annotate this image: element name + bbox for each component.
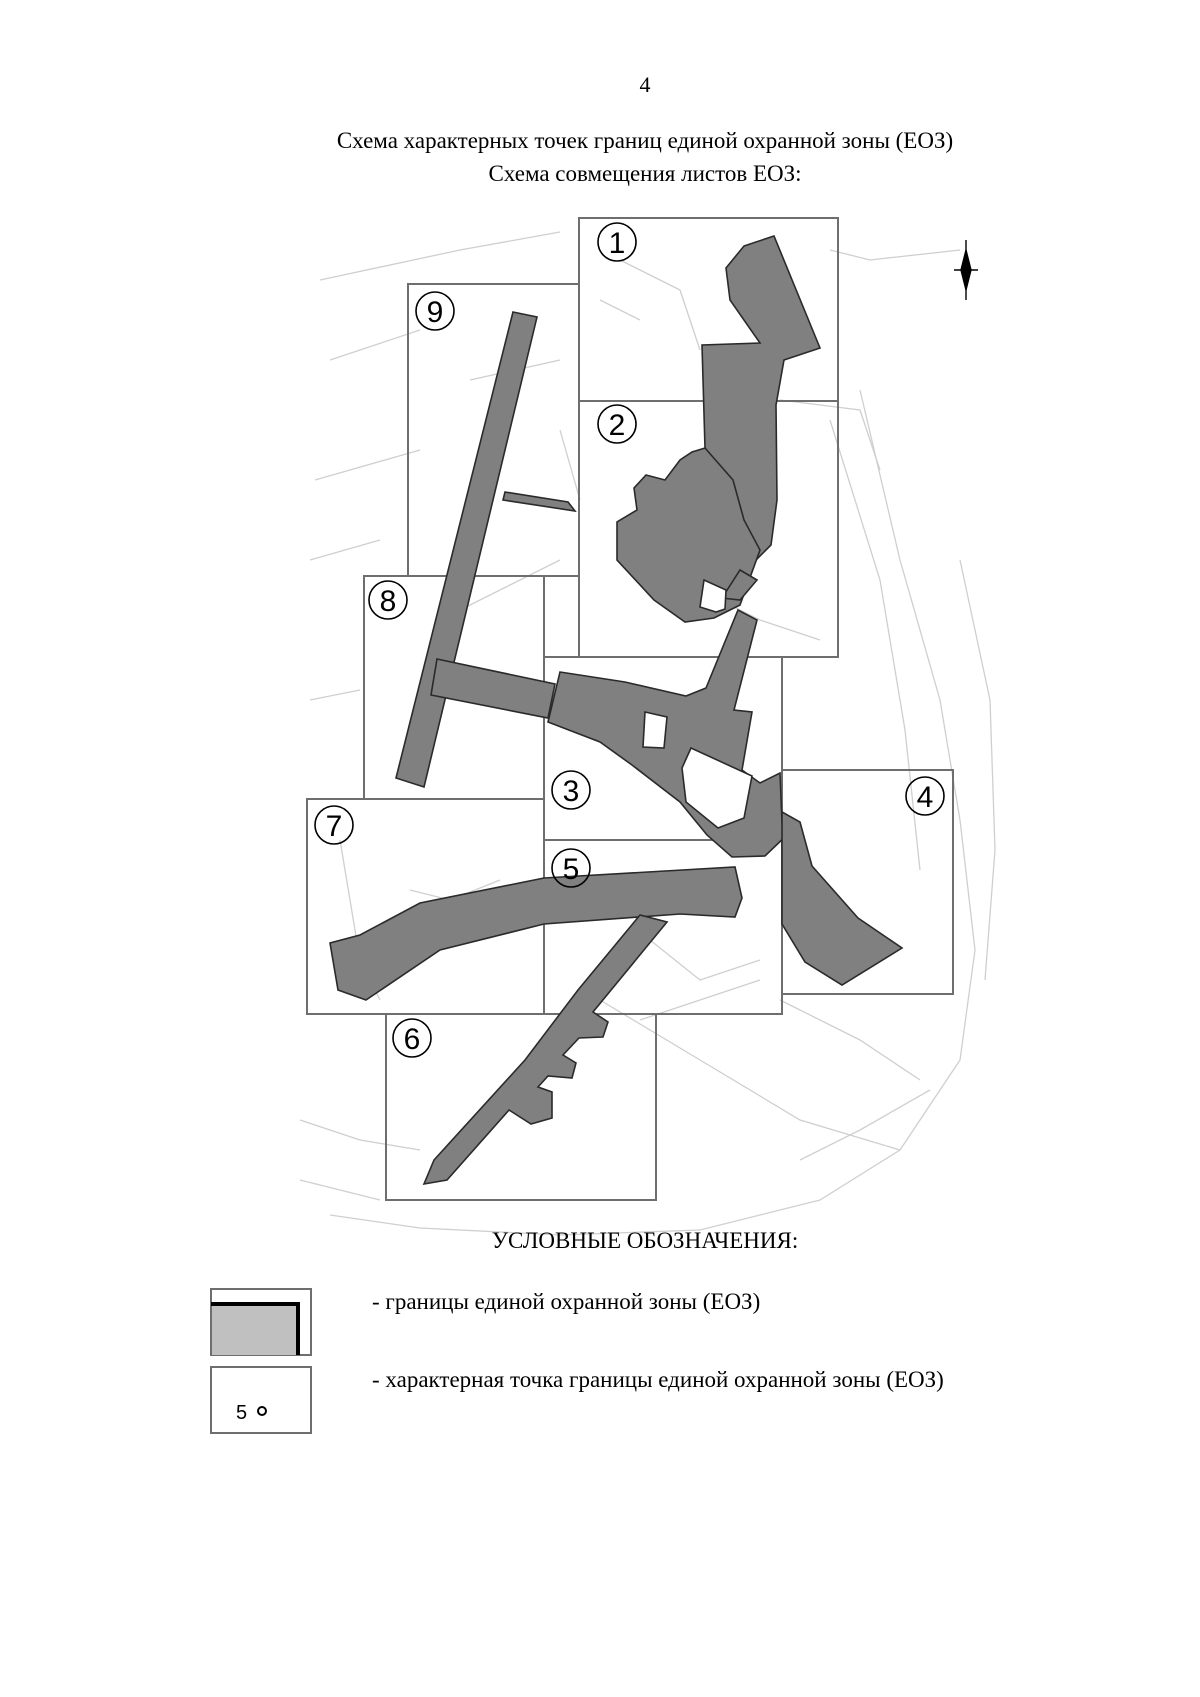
svg-text:8: 8 [379, 585, 397, 618]
svg-text:3: 3 [562, 775, 580, 808]
svg-text:5: 5 [236, 1402, 248, 1424]
legend-item-point-text: - характерная точка границы единой охранной зоны (ЕОЗ) [372, 1367, 944, 1392]
sheet-label-3 [552, 771, 590, 809]
legend-item-zone-text: - границы единой охранной зоны (ЕОЗ) [372, 1289, 761, 1314]
page-subtitle: Схема совмещения листов ЕОЗ: [488, 161, 802, 186]
svg-text:4: 4 [916, 781, 934, 814]
compass-rose-icon [954, 240, 978, 300]
sheet-label-9 [416, 292, 454, 330]
sheet-label-1 [598, 223, 636, 261]
point-marker-legend-icon [210, 1366, 314, 1436]
zone-boundary-legend-icon [210, 1288, 314, 1358]
svg-text:5: 5 [562, 853, 580, 886]
svg-text:9: 9 [426, 296, 444, 329]
sheet-label-2 [598, 405, 636, 443]
svg-text:7: 7 [325, 810, 343, 843]
svg-text:2: 2 [608, 409, 626, 442]
page-number: 4 [639, 72, 651, 97]
sheet-label-7 [315, 806, 353, 844]
sheet-label-6 [393, 1019, 431, 1057]
svg-text:6: 6 [403, 1023, 421, 1056]
sheet-label-5 [552, 849, 590, 887]
sheet-label-8 [369, 581, 407, 619]
legend-title: УСЛОВНЫЕ ОБОЗНАЧЕНИЯ: [491, 1228, 799, 1253]
svg-text:1: 1 [608, 227, 626, 260]
page-title: Схема характерных точек границ единой охранной зоны (ЕОЗ) [336, 128, 954, 153]
